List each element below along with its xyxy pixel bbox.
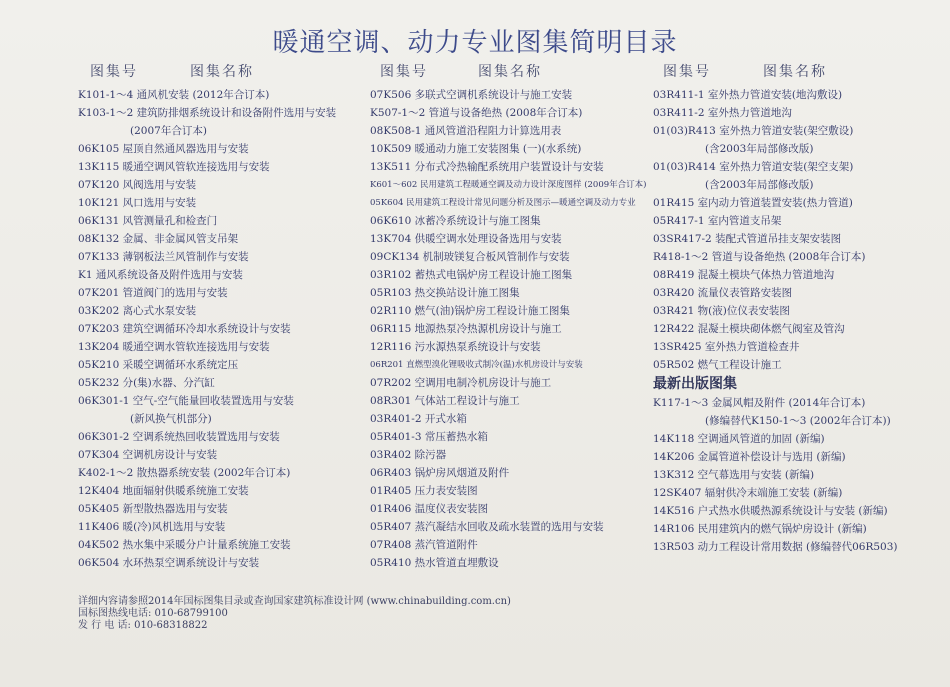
catalog-entry: 05R407 蒸汽凝结水回收及疏水装置的选用与安装 (370, 521, 604, 533)
catalog-entry-continuation: (含2003年局部修改版) (705, 179, 814, 191)
catalog-entry: 14K118 空调通风管道的加固 (新编) (653, 433, 825, 445)
catalog-entry: 05R401-3 常压蓄热水箱 (370, 431, 488, 443)
catalog-entry: 01R406 温度仪表安装图 (370, 503, 489, 515)
catalog-entry: 13K204 暖通空调水管软连接选用与安装 (78, 341, 270, 353)
new-publications-heading: 最新出版图集 (653, 376, 737, 392)
catalog-column-1 (78, 58, 368, 572)
catalog-entry: 06K105 屋顶自然通风器选用与安装 (78, 143, 249, 155)
catalog-entry: 03R102 蓄热式电锅炉房工程设计施工图集 (370, 269, 573, 281)
catalog-entry: 06K131 风管测量孔和检查门 (78, 215, 218, 227)
new-publications-list (653, 394, 943, 556)
catalog-entry: 06K504 水环热泵空调系统设计与安装 (78, 557, 260, 569)
catalog-entry: 03R402 除污器 (370, 449, 447, 461)
header-code: 图集号 (380, 64, 428, 80)
catalog-entry: 10K509 暖通动力施工安装图集 (一)(水系统) (370, 143, 582, 155)
catalog-entry: 07K201 管道阀门的选用与安装 (78, 287, 228, 299)
catalog-list-2 (370, 86, 652, 572)
catalog-column-3 (653, 58, 943, 556)
catalog-entry: 07R408 蒸汽管道附件 (370, 539, 478, 551)
catalog-entry: K1 通风系统设备及附件选用与安装 (78, 269, 243, 281)
catalog-entry: R418-1～2 管道与设备绝热 (2008年合订本) (653, 251, 866, 263)
catalog-entry: K103-1～2 建筑防排烟系统设计和设备附件选用与安装 (78, 107, 337, 119)
catalog-entry: 03R411-1 室外热力管道安装(地沟敷设) (653, 89, 843, 101)
catalog-entry: 01(03)R413 室外热力管道安装(架空敷设) (653, 125, 854, 137)
catalog-entry: 13SR425 室外热力管道检查井 (653, 341, 800, 353)
catalog-entry: 05R410 热水管道直埋敷设 (370, 557, 499, 569)
column-header (78, 58, 368, 80)
column-header (370, 58, 652, 80)
header-name: 图集名称 (190, 64, 254, 80)
catalog-entry: 14K516 户式热水供暖热源系统设计与安装 (新编) (653, 505, 888, 517)
catalog-entry: 10K121 风口选用与安装 (78, 197, 197, 209)
catalog-entry: 06R403 锅炉房风烟道及附件 (370, 467, 510, 479)
catalog-entry: 07K304 空调机房设计与安装 (78, 449, 218, 461)
catalog-entry: 07K133 薄钢板法兰风管制作与安装 (78, 251, 249, 263)
catalog-entry: 06R201 直燃型溴化锂吸收式制冷(温)水机房设计与安装 (370, 360, 583, 370)
page-title: 暖通空调、动力专业图集简明目录 (272, 28, 678, 58)
catalog-entry: 07R202 空调用电制冷机房设计与施工 (370, 377, 552, 389)
catalog-entry: 13R503 动力工程设计常用数据 (修编替代06R503) (653, 541, 898, 553)
catalog-list-3 (653, 86, 943, 374)
catalog-list-1 (78, 86, 368, 572)
catalog-entry: 12R116 污水源热泵系统设计与安装 (370, 341, 541, 353)
column-header (653, 58, 943, 80)
catalog-entry: 05K210 采暖空调循环水系统定压 (78, 359, 239, 371)
catalog-entry: 13K704 供暖空调水处理设备选用与安装 (370, 233, 562, 245)
footer-reference: 详细内容请参照2014年国标图集目录或查询国家建筑标准设计网 (www.chinabuilding.com.cn) (78, 596, 511, 607)
catalog-entry: 13K511 分布式冷热输配系统用户装置设计与安装 (370, 161, 604, 173)
catalog-entry: 03R420 流量仪表管路安装图 (653, 287, 793, 299)
catalog-entry: K507-1～2 管道与设备绝热 (2008年合订本) (370, 107, 583, 119)
catalog-entry: 06K301-1 空气-空气能量回收装置选用与安装 (78, 395, 294, 407)
catalog-entry: K101-1～4 通风机安装 (2012年合订本) (78, 89, 270, 101)
catalog-entry: 08K508-1 通风管道沿程阻力计算选用表 (370, 125, 562, 137)
catalog-entry: 03R411-2 室外热力管道地沟 (653, 107, 792, 119)
catalog-entry-continuation: (修编替代K150-1～3 (2002年合订本)) (705, 415, 891, 427)
catalog-entry: 01R405 压力表安装图 (370, 485, 478, 497)
catalog-entry: 05R502 燃气工程设计施工 (653, 359, 782, 371)
catalog-column-2 (370, 58, 652, 572)
catalog-entry: 11K406 暖(冷)风机选用与安装 (78, 521, 226, 533)
catalog-entry: K402-1～2 散热器系统安装 (2002年合订本) (78, 467, 291, 479)
catalog-entry: 14R106 民用建筑内的燃气锅炉房设计 (新编) (653, 523, 867, 535)
footer-notes (78, 596, 511, 632)
catalog-entry: 01(03)R414 室外热力管道安装(架空支架) (653, 161, 854, 173)
catalog-entry: K117-1～3 金属风帽及附件 (2014年合订本) (653, 397, 866, 409)
catalog-entry-continuation: (新风换气机部分) (130, 413, 212, 425)
catalog-entry: 08K132 金属、非金属风管支吊架 (78, 233, 239, 245)
catalog-entry: 07K506 多联式空调机系统设计与施工安装 (370, 89, 573, 101)
catalog-entry: 04K502 热水集中采暖分户计量系统施工安装 (78, 539, 291, 551)
header-code: 图集号 (90, 64, 138, 80)
catalog-entry: 03SR417-2 装配式管道吊挂支架安装图 (653, 233, 842, 245)
catalog-entry: 13K312 空气幕选用与安装 (新编) (653, 469, 815, 481)
catalog-entry: 08R419 混凝土模块气体热力管道地沟 (653, 269, 835, 281)
catalog-entry: 06K301-2 空调系统热回收装置选用与安装 (78, 431, 280, 443)
catalog-entry: 09CK134 机制玻镁复合板风管制作与安装 (370, 251, 570, 263)
catalog-entry: 03K202 离心式水泵安装 (78, 305, 197, 317)
catalog-entry: 07K203 建筑空调循环冷却水系统设计与安装 (78, 323, 291, 335)
catalog-entry: 07K120 风阀选用与安装 (78, 179, 197, 191)
catalog-entry-continuation: (2007年合订本) (130, 125, 207, 137)
catalog-entry: 03R401-2 开式水箱 (370, 413, 467, 425)
footer-hotline: 国标图热线电话: 010-68799100 (78, 608, 228, 619)
catalog-entry: 05R417-1 室内管道支吊架 (653, 215, 782, 227)
catalog-entry: 06R115 地源热泵冷热源机房设计与施工 (370, 323, 562, 335)
header-name: 图集名称 (763, 64, 827, 80)
header-name: 图集名称 (478, 64, 542, 80)
catalog-entry: 05K405 新型散热器选用与安装 (78, 503, 228, 515)
catalog-entry: 05K604 民用建筑工程设计常见问题分析及图示—暖通空调及动力专业 (370, 198, 636, 208)
catalog-entry: 03R421 物(液)位仪表安装图 (653, 305, 790, 317)
catalog-entry: 14K206 金属管道补偿设计与选用 (新编) (653, 451, 846, 463)
header-code: 图集号 (663, 64, 711, 80)
catalog-entry: 05R103 热交换站设计施工图集 (370, 287, 520, 299)
catalog-entry-continuation: (含2003年局部修改版) (705, 143, 814, 155)
catalog-entry: 05K232 分(集)水器、分汽缸 (78, 377, 215, 389)
catalog-entry: 01R415 室内动力管道装置安装(热力管道) (653, 197, 853, 209)
catalog-entry: K601～602 民用建筑工程暖通空调及动力设计深度图样 (2009年合订本) (370, 180, 647, 190)
catalog-entry: 13K115 暖通空调风管软连接选用与安装 (78, 161, 270, 173)
catalog-entry: 06K610 冰蓄冷系统设计与施工图集 (370, 215, 541, 227)
catalog-entry: 08R301 气体站工程设计与施工 (370, 395, 520, 407)
footer-distribution-phone: 发 行 电 话: 010-68318822 (78, 620, 208, 631)
catalog-entry: 02R110 燃气(油)锅炉房工程设计施工图集 (370, 305, 570, 317)
catalog-entry: 12SK407 辐射供冷末端施工安装 (新编) (653, 487, 843, 499)
catalog-entry: 12R422 混凝土模块砌体燃气阀室及管沟 (653, 323, 845, 335)
catalog-entry: 12K404 地面辐射供暖系统施工安装 (78, 485, 249, 497)
